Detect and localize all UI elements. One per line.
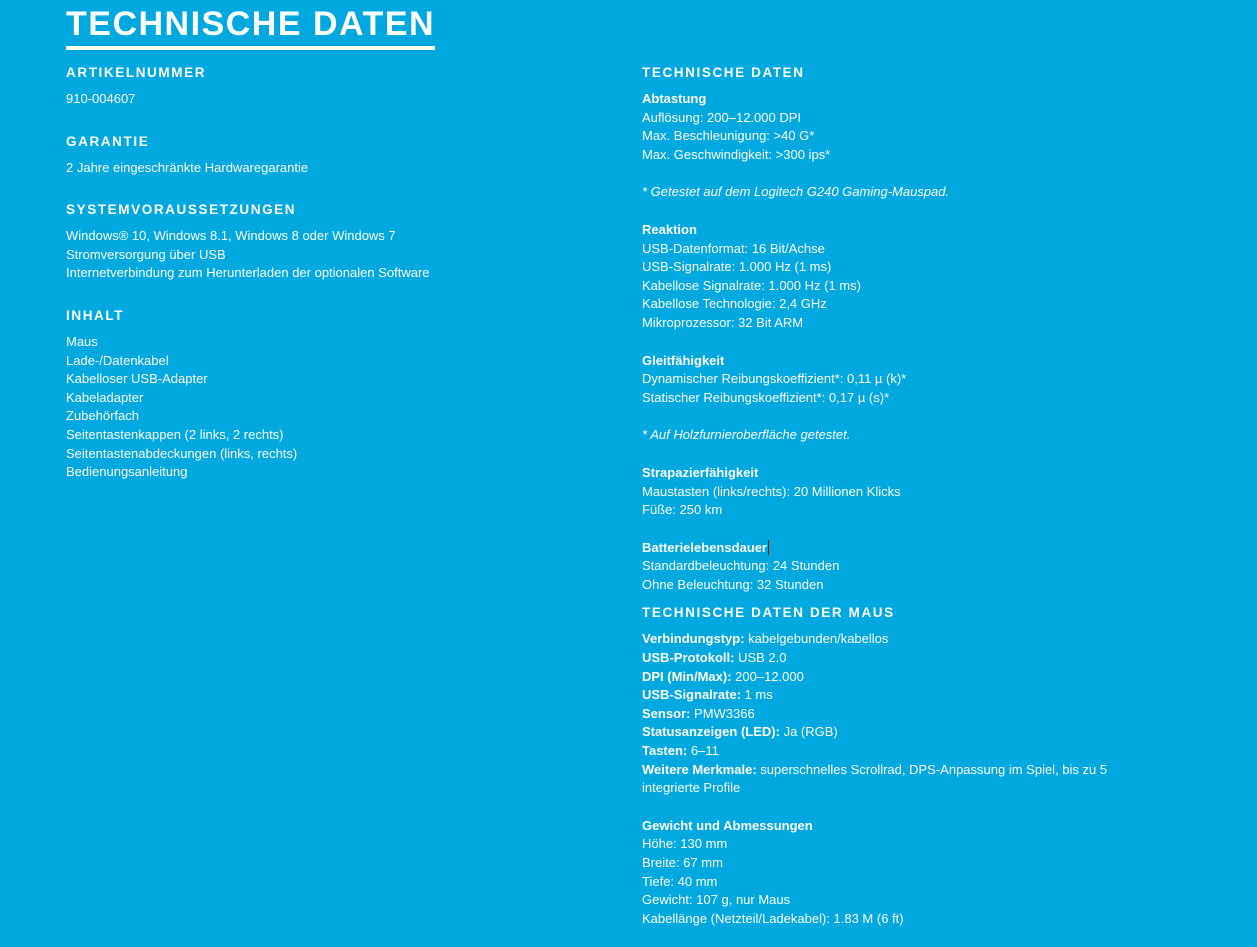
- page-title: TECHNISCHE DATEN: [66, 4, 435, 50]
- section-heading: SYSTEMVORAUSSETZUNGEN: [66, 202, 297, 218]
- spec-line: Tiefe: 40 mm: [642, 873, 718, 889]
- section-heading: TECHNISCHE DATEN: [642, 65, 805, 80]
- spec-line: Gewicht: 107 g, nur Maus: [642, 892, 791, 908]
- spec-line: Statischer Reibungskoeffizient*: 0,17 µ (s)*: [642, 389, 890, 405]
- spec-line: Breite: 67 mm: [642, 855, 723, 870]
- section-systemvoraussetzungen: [66, 201, 586, 283]
- spec-line: Maustasten (links/rechts): 20 Millionen Klicks: [642, 483, 901, 499]
- spec-line: Mikroprozessor: 32 Bit ARM: [642, 314, 804, 330]
- spec-line: [642, 649, 1202, 668]
- spec-label: USB-Protokoll:: [642, 650, 735, 666]
- group-reaktion: [642, 221, 1202, 333]
- spec-line: Max. Beschleunigung: >40 G*: [642, 128, 815, 144]
- spec-line: [642, 630, 1202, 649]
- spec-line: USB-Datenformat: 16 Bit/Achse: [642, 240, 825, 256]
- list-item: Bedienungsanleitung: [66, 464, 188, 480]
- list-item: Seitentastenabdeckungen (links, rechts): [66, 445, 298, 461]
- section-garantie: [66, 133, 586, 178]
- spec-label: Statusanzeigen (LED):: [642, 724, 780, 740]
- spec-line: Dynamischer Reibungskoeffizient*: 0,11 µ (k)*: [642, 371, 907, 387]
- spec-line: Kabellänge (Netzteil/Ladekabel): 1.83 M (6 ft): [642, 910, 904, 926]
- group-abtastung: [642, 90, 1202, 164]
- spec-value: 200–12.000: [731, 668, 804, 684]
- spec-line: Standardbeleuchtung: 24 Stunden: [642, 558, 840, 574]
- list-item: Seitentastenkappen (2 links, 2 rechts): [66, 426, 284, 442]
- list-item: Kabelloser USB-Adapter: [66, 371, 208, 387]
- spec-line: [642, 761, 1142, 798]
- section-inhalt: [66, 307, 586, 482]
- list-item: Zubehörfach: [66, 408, 139, 424]
- spec-label: Tasten:: [642, 743, 688, 759]
- list-item: Internetverbindung zum Herunterladen der optionalen Software: [66, 265, 430, 281]
- sub-heading: Strapazierfähigkeit: [642, 464, 759, 480]
- group-strapazierfaehigkeit: [642, 464, 1202, 520]
- spec-line: [642, 723, 1202, 742]
- right-column: [642, 64, 1202, 947]
- footnote: * Auf Holzfurnieroberfläche getestet.: [642, 427, 851, 443]
- sub-heading: Abtastung: [642, 91, 707, 106]
- warranty-text: 2 Jahre eingeschränkte Hardwaregarantie: [66, 159, 309, 175]
- list-item: Windows® 10, Windows 8.1, Windows 8 oder Windows 7: [66, 228, 396, 244]
- spec-line: [642, 668, 1202, 687]
- text-cursor: [768, 540, 769, 555]
- section-artikelnummer: [66, 64, 586, 109]
- spec-value: 1 ms: [740, 687, 773, 703]
- section-heading: ARTIKELNUMMER: [66, 65, 207, 80]
- footnote-group: [642, 426, 1202, 445]
- spec-label: DPI (Min/Max):: [642, 668, 732, 684]
- spec-label: Sensor:: [642, 705, 691, 721]
- spec-line: [642, 686, 1202, 705]
- footnote-group: [642, 183, 1202, 202]
- article-number: 910-004607: [66, 91, 136, 106]
- list-item: Stromversorgung über USB: [66, 246, 226, 262]
- spec-label: Verbindungstyp:: [642, 631, 745, 647]
- spec-label: Weitere Merkmale:: [642, 761, 757, 777]
- spec-value: USB 2.0: [734, 650, 787, 666]
- spec-value: superschnelles Scrollrad, DPS-Anpassung im Spiel, bis zu 5 integrierte Profile: [642, 761, 1108, 796]
- spec-line: Füße: 250 km: [642, 502, 723, 518]
- spec-line: [642, 742, 1202, 761]
- left-column: [66, 64, 586, 506]
- section-heading: TECHNISCHE DATEN DER MAUS: [642, 605, 895, 621]
- footnote: * Getestet auf dem Logitech G240 Gaming-Mauspad.: [642, 184, 950, 200]
- group-batterie: [642, 539, 1202, 595]
- spec-line: Kabellose Signalrate: 1.000 Hz (1 ms): [642, 277, 861, 293]
- group-maus-specs: [642, 630, 1202, 797]
- sub-heading: Gewicht und Abmessungen: [642, 817, 813, 833]
- spec-line: [642, 705, 1202, 724]
- spec-line: USB-Signalrate: 1.000 Hz (1 ms): [642, 259, 832, 275]
- section-heading: INHALT: [66, 307, 125, 323]
- list-item: Kabeladapter: [66, 389, 144, 405]
- spec-value: Ja (RGB): [779, 724, 838, 740]
- sub-heading: Reaktion: [642, 221, 697, 237]
- spec-line: Höhe: 130 mm: [642, 836, 728, 852]
- spec-label: USB-Signalrate:: [642, 687, 741, 703]
- spec-value: 6–11: [687, 743, 719, 759]
- spec-line: Ohne Beleuchtung: 32 Stunden: [642, 576, 824, 592]
- spec-value: PMW3366: [690, 705, 755, 721]
- spec-line: Auflösung: 200–12.000 DPI: [642, 109, 802, 125]
- sub-heading: [642, 539, 1202, 558]
- sub-heading-text: Batterielebensdauer: [642, 539, 767, 555]
- spec-line: Kabellose Technologie: 2,4 GHz: [642, 296, 827, 312]
- list-item: Lade-/Datenkabel: [66, 352, 169, 368]
- section-heading: GARANTIE: [66, 133, 150, 149]
- list-item: Maus: [66, 333, 98, 349]
- spec-value: kabelgebunden/kabellos: [744, 631, 889, 647]
- spec-line: Max. Geschwindigkeit: >300 ips*: [642, 146, 831, 162]
- group-gleitfaehigkeit: [642, 352, 1202, 408]
- sub-heading: Gleitfähigkeit: [642, 352, 725, 368]
- group-gewicht: [642, 817, 1202, 929]
